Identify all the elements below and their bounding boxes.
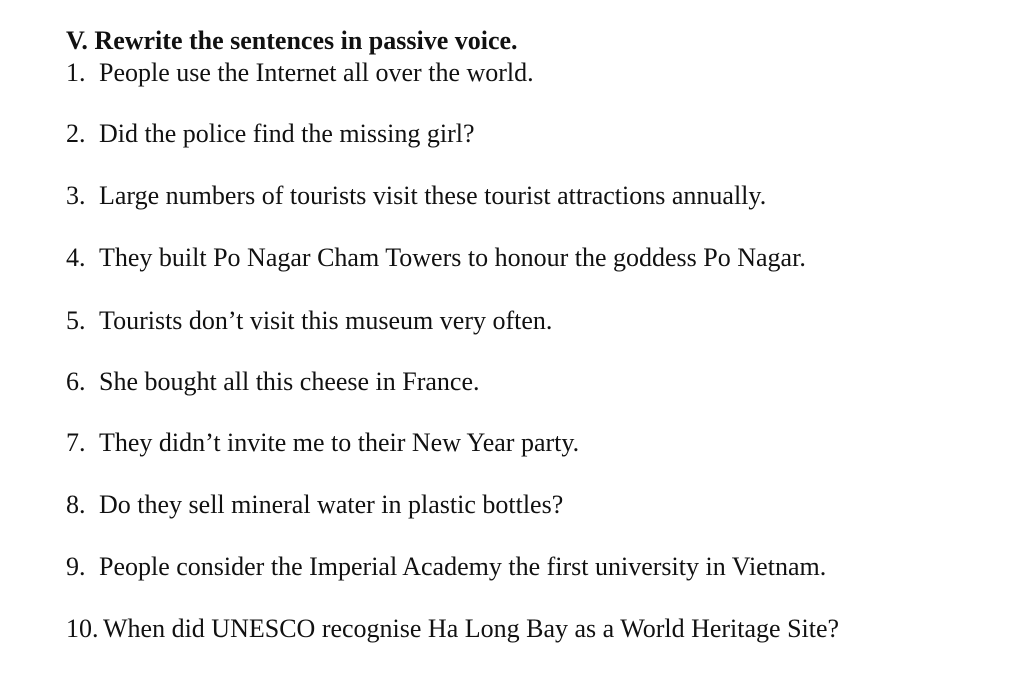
exercise-item — [66, 58, 534, 88]
item-number: 6. — [66, 367, 86, 396]
item-number: 3. — [66, 181, 86, 210]
item-text: Large numbers of tourists visit these tourist attractions annually. — [99, 181, 767, 210]
item-number: 9. — [66, 552, 86, 581]
item-number: 10. — [66, 614, 99, 643]
item-number: 8. — [66, 490, 86, 519]
item-text: She bought all this cheese in France. — [99, 367, 480, 396]
exercise-item — [66, 306, 552, 336]
exercise-item — [66, 181, 766, 211]
item-text: People consider the Imperial Academy the first university in Vietnam. — [99, 552, 827, 581]
item-text: Tourists don’t visit this museum very often. — [99, 306, 553, 335]
exercise-item — [66, 119, 475, 149]
item-number: 2. — [66, 119, 86, 148]
item-number: 1. — [66, 58, 86, 87]
item-text: They built Po Nagar Cham Towers to honour the goddess Po Nagar. — [99, 243, 806, 272]
item-text: When did UNESCO recognise Ha Long Bay as a World Heritage Site? — [103, 614, 840, 643]
item-number: 5. — [66, 306, 86, 335]
item-number: 7. — [66, 428, 86, 457]
exercise-item — [66, 367, 480, 397]
item-text: Did the police find the missing girl? — [99, 119, 475, 148]
exercise-item — [66, 428, 579, 458]
item-text: They didn’t invite me to their New Year party. — [99, 428, 580, 457]
exercise-item — [66, 490, 563, 520]
item-text: People use the Internet all over the world. — [99, 58, 534, 87]
item-number: 4. — [66, 243, 86, 272]
exercise-item — [66, 614, 839, 644]
exercise-item — [66, 552, 826, 582]
exercise-item — [66, 243, 806, 273]
item-text: Do they sell mineral water in plastic bottles? — [99, 490, 564, 519]
exercise-heading: V. Rewrite the sentences in passive voice. — [66, 26, 518, 55]
